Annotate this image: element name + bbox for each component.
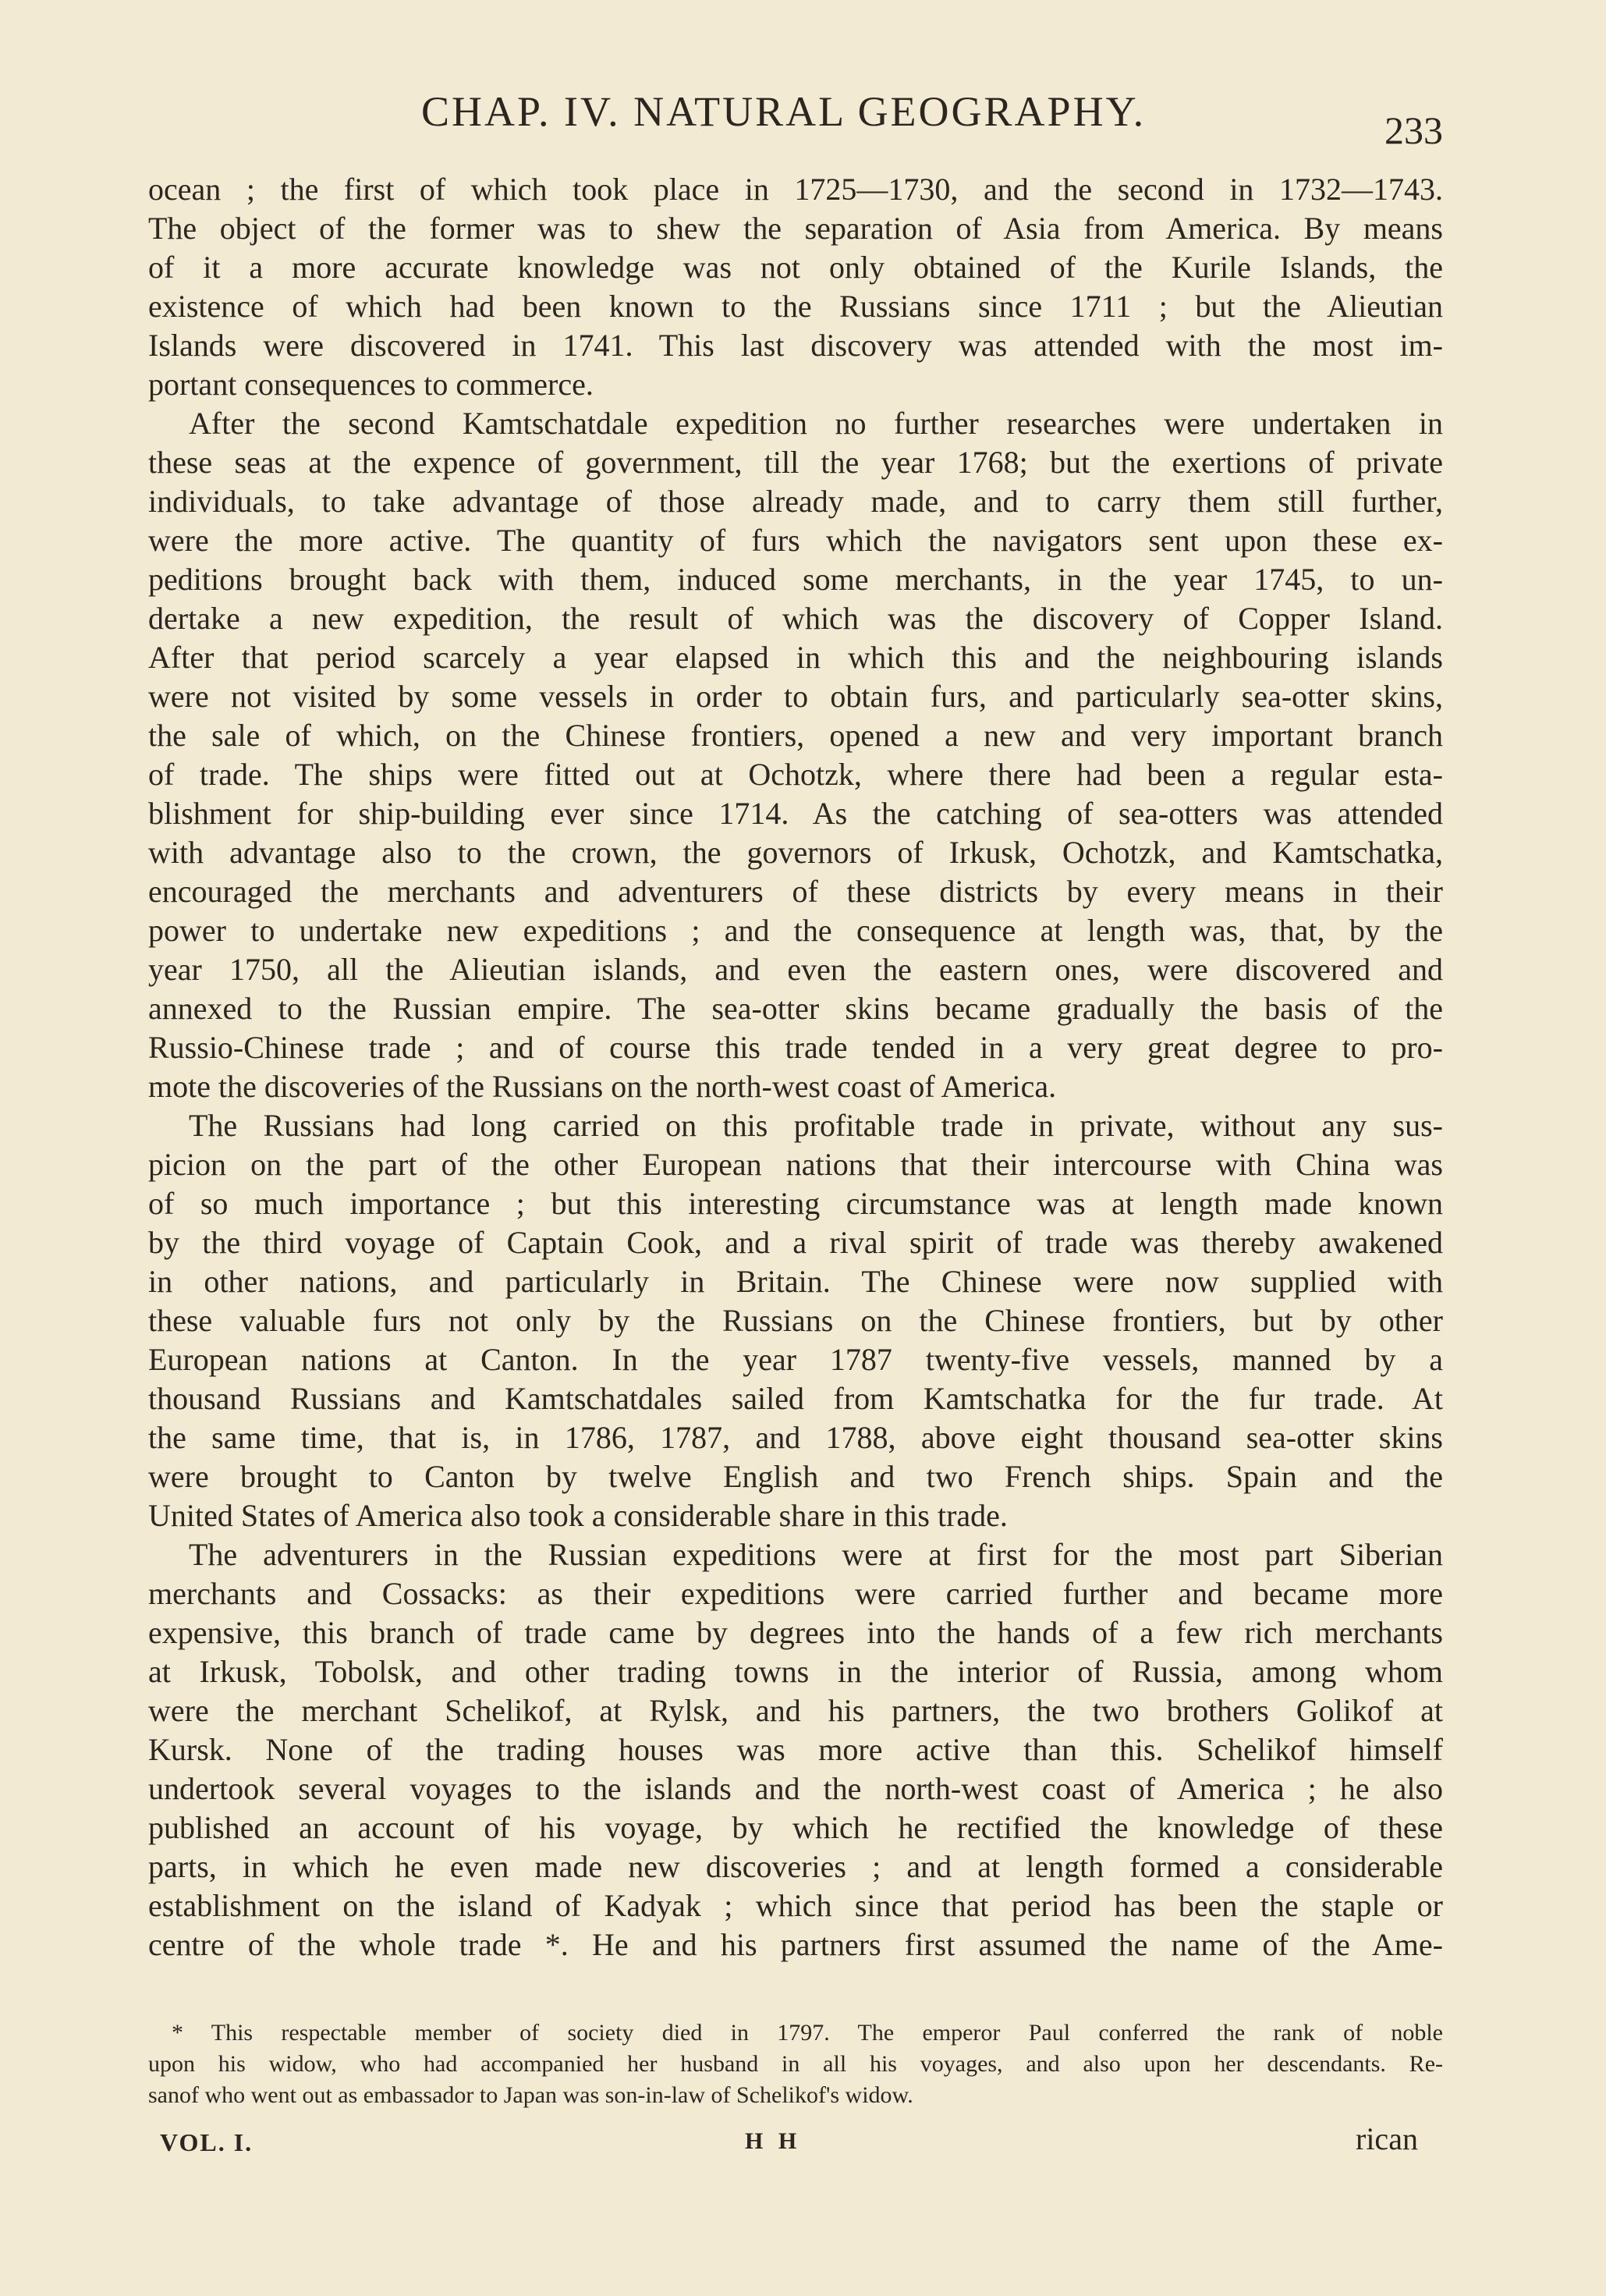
text-line: annexed to the Russian empire. The sea-otter skins became gradually the basis of the: [148, 991, 1443, 1026]
text-line: After the second Kamtschatdale expedition no further researches were undertaken in: [189, 406, 1443, 441]
text-line: year 1750, all the Alieutian islands, and even the eastern ones, were discovered and: [148, 952, 1443, 987]
text-line: expensive, this branch of trade came by degrees into the hands of a few rich merchants: [148, 1615, 1443, 1650]
text-line: with advantage also to the crown, the governors of Irkusk, Ochotzk, and Kamtschatka,: [148, 835, 1443, 870]
text-line: picion on the part of the other European nations that their intercourse with China was: [148, 1147, 1443, 1182]
text-line: thousand Russians and Kamtschatdales sailed from Kamtschatka for the fur trade. At: [148, 1381, 1443, 1416]
text-line: encouraged the merchants and adventurers of these districts by every means in their: [148, 874, 1443, 909]
running-title: CHAP. IV. NATURAL GEOGRAPHY.: [421, 88, 1147, 135]
text-line: Kursk. None of the trading houses was more active than this. Schelikof himself: [148, 1732, 1443, 1767]
footnote-line: * This respectable member of society died in 1797. The emperor Paul conferred the rank of noble: [172, 2020, 1443, 2046]
text-line: peditions brought back with them, induced some merchants, in the year 1745, to un-: [148, 562, 1443, 597]
text-line: The adventurers in the Russian expeditions were at first for the most part Siberian: [189, 1537, 1443, 1572]
text-line: of trade. The ships were fitted out at Ochotzk, where there had been a regular esta-: [148, 757, 1443, 792]
signature-mark: H H: [745, 2128, 802, 2154]
text-line: individuals, to take advantage of those already made, and to carry them still further,: [148, 484, 1443, 519]
footnote: [148, 2017, 1443, 2111]
text-line: Islands were discovered in 1741. This last discovery was attended with the most im-: [148, 328, 1443, 363]
text-line: centre of the whole trade *. He and his partners first assumed the name of the Ame-: [148, 1927, 1443, 1962]
page-number: 233: [1384, 108, 1443, 152]
text-line: at Irkusk, Tobolsk, and other trading towns in the interior of Russia, among whom: [148, 1654, 1443, 1689]
footnote-line: sanof who went out as embassador to Japan was son-in-law of Schelikof's widow.: [148, 2082, 913, 2108]
volume-label: VOL. I.: [160, 2128, 253, 2156]
text-line: the sale of which, on the Chinese frontiers, opened a new and very important branch: [148, 718, 1443, 753]
catchword: rican: [1356, 2121, 1418, 2156]
body-text: [148, 170, 1443, 1964]
text-line: power to undertake new expeditions ; and the consequence at length was, that, by the: [148, 913, 1443, 948]
text-line: portant consequences to commerce.: [148, 367, 594, 402]
text-line: these valuable furs not only by the Russians on the Chinese frontiers, but by other: [148, 1303, 1443, 1338]
text-line: were not visited by some vessels in order to obtain furs, and particularly sea-otter skins,: [148, 679, 1443, 714]
text-line: mote the discoveries of the Russians on the north-west coast of America.: [148, 1069, 1057, 1104]
text-line: merchants and Cossacks: as their expeditions were carried further and became more: [148, 1576, 1443, 1611]
text-line: After that period scarcely a year elapsed in which this and the neighbouring islands: [148, 640, 1443, 675]
text-line: published an account of his voyage, by which he rectified the knowledge of these: [148, 1810, 1443, 1845]
footnote-line: upon his widow, who had accompanied her husband in all his voyages, and also upon her descendants. Re-: [148, 2051, 1443, 2077]
text-line: The Russians had long carried on this profitable trade in private, without any sus-: [189, 1108, 1443, 1143]
text-line: undertook several voyages to the islands and the north-west coast of America ; he also: [148, 1771, 1443, 1806]
text-line: blishment for ship-building ever since 1714. As the catching of sea-otters was attended: [148, 796, 1443, 831]
text-line: United States of America also took a considerable share in this trade.: [148, 1498, 1008, 1533]
text-line: by the third voyage of Captain Cook, and a rival spirit of trade was thereby awakened: [148, 1225, 1443, 1260]
text-line: European nations at Canton. In the year 1787 twenty-five vessels, manned by a: [148, 1342, 1443, 1377]
text-line: of it a more accurate knowledge was not only obtained of the Kurile Islands, the: [148, 250, 1443, 285]
text-line: of so much importance ; but this interesting circumstance was at length made known: [148, 1186, 1443, 1221]
text-line: Russio-Chinese trade ; and of course this trade tended in a very great degree to pro-: [148, 1030, 1443, 1065]
text-line: The object of the former was to shew the separation of Asia from America. By means: [148, 211, 1443, 246]
text-line: parts, in which he even made new discoveries ; and at length formed a considerable: [148, 1849, 1443, 1884]
text-line: were the merchant Schelikof, at Rylsk, and his partners, the two brothers Golikof at: [148, 1693, 1443, 1728]
text-line: establishment on the island of Kadyak ; which since that period has been the staple or: [148, 1888, 1443, 1923]
text-line: in other nations, and particularly in Britain. The Chinese were now supplied with: [148, 1264, 1443, 1299]
text-line: these seas at the expence of government, till the year 1768; but the exertions of private: [148, 445, 1443, 480]
text-line: existence of which had been known to the Russians since 1711 ; but the Alieutian: [148, 289, 1443, 324]
text-line: were the more active. The quantity of furs which the navigators sent upon these ex-: [148, 523, 1443, 558]
text-line: the same time, that is, in 1786, 1787, and 1788, above eight thousand sea-otter skins: [148, 1420, 1443, 1455]
text-line: were brought to Canton by twelve English and two French ships. Spain and the: [148, 1459, 1443, 1494]
text-line: dertake a new expedition, the result of which was the discovery of Copper Island.: [148, 601, 1443, 636]
text-line: ocean ; the first of which took place in 1725—1730, and the second in 1732—1743.: [148, 172, 1443, 207]
